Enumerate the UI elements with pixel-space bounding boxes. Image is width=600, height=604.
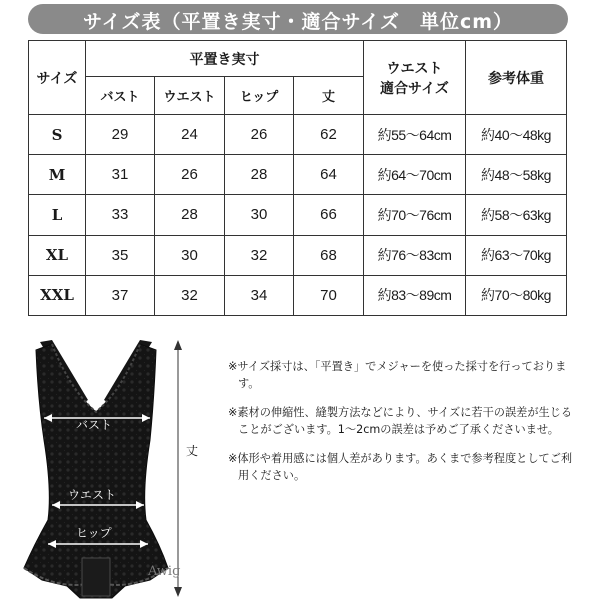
waist-label: ウエスト bbox=[68, 488, 117, 502]
header-hip: ヒップ bbox=[225, 77, 294, 115]
header-length: 丈 bbox=[294, 77, 364, 115]
size-chart-banner bbox=[28, 4, 568, 34]
header-waist: ウエスト bbox=[155, 77, 225, 115]
hip-cell: 28 bbox=[225, 155, 294, 195]
size-cell: S bbox=[29, 115, 86, 155]
bust-cell: 29 bbox=[86, 115, 155, 155]
table-row bbox=[29, 155, 567, 195]
waist-cell: 32 bbox=[155, 275, 225, 315]
table-row bbox=[29, 275, 567, 315]
note-measurement: ※サイズ採寸は、「平置き」でメジャーを使った採寸を行っております。 bbox=[228, 360, 567, 390]
weight-cell: 約58～63kg bbox=[466, 195, 567, 235]
note-fit: ※体形や着用感には個人差があります。あくまで参考程度としてご利用ください。 bbox=[228, 452, 573, 482]
header-bust: バスト bbox=[86, 77, 155, 115]
weight-cell: 約48～58kg bbox=[466, 155, 567, 195]
weight-cell: 約40～48kg bbox=[466, 115, 567, 155]
length-cell: 70 bbox=[294, 275, 364, 315]
bust-label: バスト bbox=[76, 418, 113, 432]
hip-label: ヒップ bbox=[76, 526, 112, 540]
size-cell: XXL bbox=[29, 275, 86, 315]
table-row bbox=[29, 195, 567, 235]
header-weight: 参考体重 bbox=[466, 41, 567, 115]
length-arrow-top bbox=[174, 340, 182, 350]
size-cell: M bbox=[29, 155, 86, 195]
hook-closure bbox=[82, 558, 110, 596]
hip-cell: 34 bbox=[225, 275, 294, 315]
waist-cell: 30 bbox=[155, 235, 225, 275]
size-cell: XL bbox=[29, 235, 86, 275]
hip-cell: 32 bbox=[225, 235, 294, 275]
waist-cell: 26 bbox=[155, 155, 225, 195]
waist-fit-cell: 約76～83cm bbox=[364, 235, 466, 275]
length-label: 丈 bbox=[186, 444, 199, 458]
length-cell: 68 bbox=[294, 235, 364, 275]
header-waist-fit bbox=[364, 41, 466, 115]
hip-cell: 26 bbox=[225, 115, 294, 155]
waist-fit-cell: 約70～76cm bbox=[364, 195, 466, 235]
note-material: ※素材の伸縮性、縫製方法などにより、サイズに若干の誤差が生じることがございます。1～2cmの誤差は予めご了承くださいませ。 bbox=[228, 406, 573, 436]
header-waist-fit-line2: 適合サイズ bbox=[380, 80, 449, 97]
hip-cell: 30 bbox=[225, 195, 294, 235]
header-flat-group: 平置き実寸 bbox=[86, 41, 364, 77]
waist-fit-cell: 約83～89cm bbox=[364, 275, 466, 315]
length-cell: 66 bbox=[294, 195, 364, 235]
bust-cell: 37 bbox=[86, 275, 155, 315]
table-row bbox=[29, 235, 567, 275]
size-table bbox=[28, 40, 567, 316]
watermark: Awig bbox=[148, 564, 181, 579]
notes-section bbox=[228, 358, 583, 496]
header-size: サイズ bbox=[29, 41, 86, 115]
weight-cell: 約70～80kg bbox=[466, 275, 567, 315]
weight-cell: 約63～70kg bbox=[466, 235, 567, 275]
waist-cell: 28 bbox=[155, 195, 225, 235]
length-cell: 62 bbox=[294, 115, 364, 155]
size-cell: L bbox=[29, 195, 86, 235]
bust-cell: 35 bbox=[86, 235, 155, 275]
length-arrow-bottom bbox=[174, 587, 182, 597]
banner-title: サイズ表（平置き実寸・適合サイズ 単位cm） bbox=[82, 11, 514, 33]
waist-fit-cell: 約64～70cm bbox=[364, 155, 466, 195]
header-waist-fit-line1: ウエスト bbox=[386, 60, 443, 77]
waist-fit-cell: 約55～64cm bbox=[364, 115, 466, 155]
bust-cell: 31 bbox=[86, 155, 155, 195]
table-row bbox=[29, 115, 567, 155]
waist-cell: 24 bbox=[155, 115, 225, 155]
length-cell: 64 bbox=[294, 155, 364, 195]
bust-cell: 33 bbox=[86, 195, 155, 235]
garment-illustration bbox=[0, 330, 215, 600]
garment-figure bbox=[0, 330, 215, 600]
